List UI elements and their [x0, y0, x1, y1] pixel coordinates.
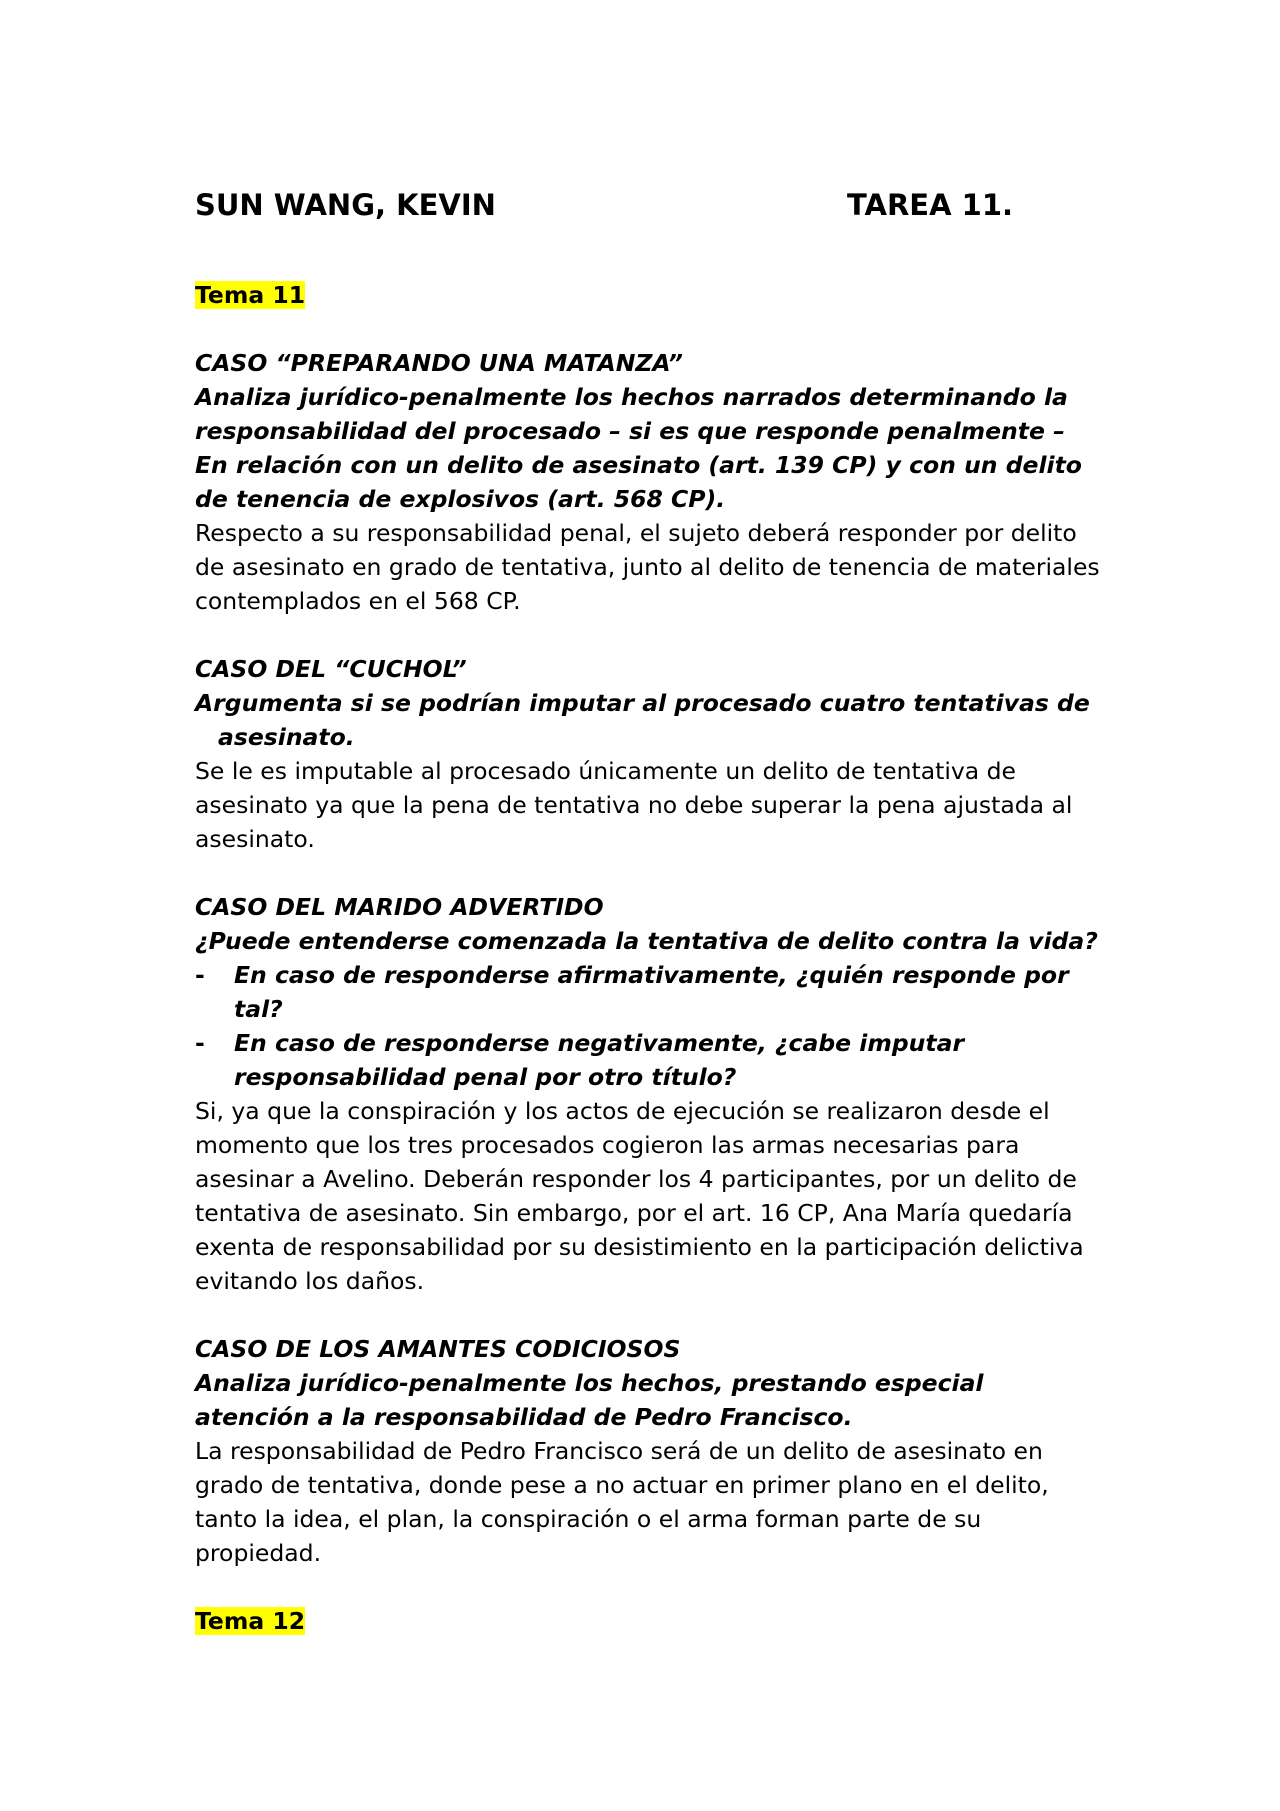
bullet-item [195, 1026, 1105, 1094]
bullet-text: En caso de responderse negativamente, ¿cabe imputar responsabilidad penal por otro título? [234, 1029, 965, 1091]
case-answer-preparando: Respecto a su responsabilidad penal, el sujeto deberá responder por delito de asesinato en grado de tentativa, junto al delito de tenencia de materiales contemplados en el 568 CP. [195, 519, 1100, 615]
case-title-marido: CASO DEL MARIDO ADVERTIDO [195, 893, 604, 921]
bullet-dash: - [195, 1029, 205, 1057]
section-heading-tema-12 [195, 1604, 1105, 1638]
highlighted-heading: Tema 12 [195, 1607, 306, 1635]
case-title-amantes: CASO DE LOS AMANTES CODICIOSOS [195, 1335, 681, 1363]
bullet-item [195, 958, 1105, 1026]
student-name: SUN WANG, KEVIN [195, 188, 496, 222]
case-title-cuchol: CASO DEL “CUCHOL” [195, 655, 467, 683]
case-question-amantes: Analiza jurídico-penalmente los hechos, prestando especial atención a la responsabilidad de Pedro Francisco. [195, 1369, 984, 1431]
document-header [195, 182, 1105, 228]
document-body [195, 182, 1105, 1638]
case-question-preparando: Analiza jurídico-penalmente los hechos narrados determinando la responsabilidad del procesado – si es que responde penalmente – En relación con un delito de asesinato (art. 139 CP) y con un delito de tenencia de explosivos (art. 568 CP). [195, 383, 1082, 513]
case-answer-amantes: La responsabilidad de Pedro Francisco será de un delito de asesinato en grado de tentativa, donde pese a no actuar en primer plano en el delito, tanto la idea, el plan, la conspiración o el arma forman parte de su propiedad. [195, 1437, 1049, 1567]
case-question-marido: ¿Puede entenderse comenzada la tentativa de delito contra la vida? [195, 927, 1098, 955]
section-heading-tema-11 [195, 278, 1105, 312]
case-title-preparando: CASO “PREPARANDO UNA MATANZA” [195, 349, 683, 377]
bullet-dash: - [195, 961, 205, 989]
case-question-cuchol: Argumenta si se podrían imputar al procesado cuatro tentativas de asesinato. [195, 689, 1090, 751]
case-answer-marido: Si, ya que la conspiración y los actos de ejecución se realizaron desde el momento que los tres procesados cogieron las armas necesarias para asesinar a Avelino. Deberán responder los 4 participantes, por un delito de tentativa de asesinato. Sin embargo, por el art. 16 CP, Ana María quedaría exenta de responsabilidad por su desistimiento en la participación delictiva evitando los daños. [195, 1097, 1084, 1295]
case-answer-cuchol: Se le es imputable al procesado únicamente un delito de tentativa de asesinato ya que la pena de tentativa no debe superar la pena ajustada al asesinato. [195, 757, 1073, 853]
task-number: TAREA 11. [847, 188, 1014, 222]
highlighted-heading: Tema 11 [195, 281, 306, 309]
bullet-text: En caso de responderse afirmativamente, ¿quién responde por tal? [234, 961, 1069, 1023]
